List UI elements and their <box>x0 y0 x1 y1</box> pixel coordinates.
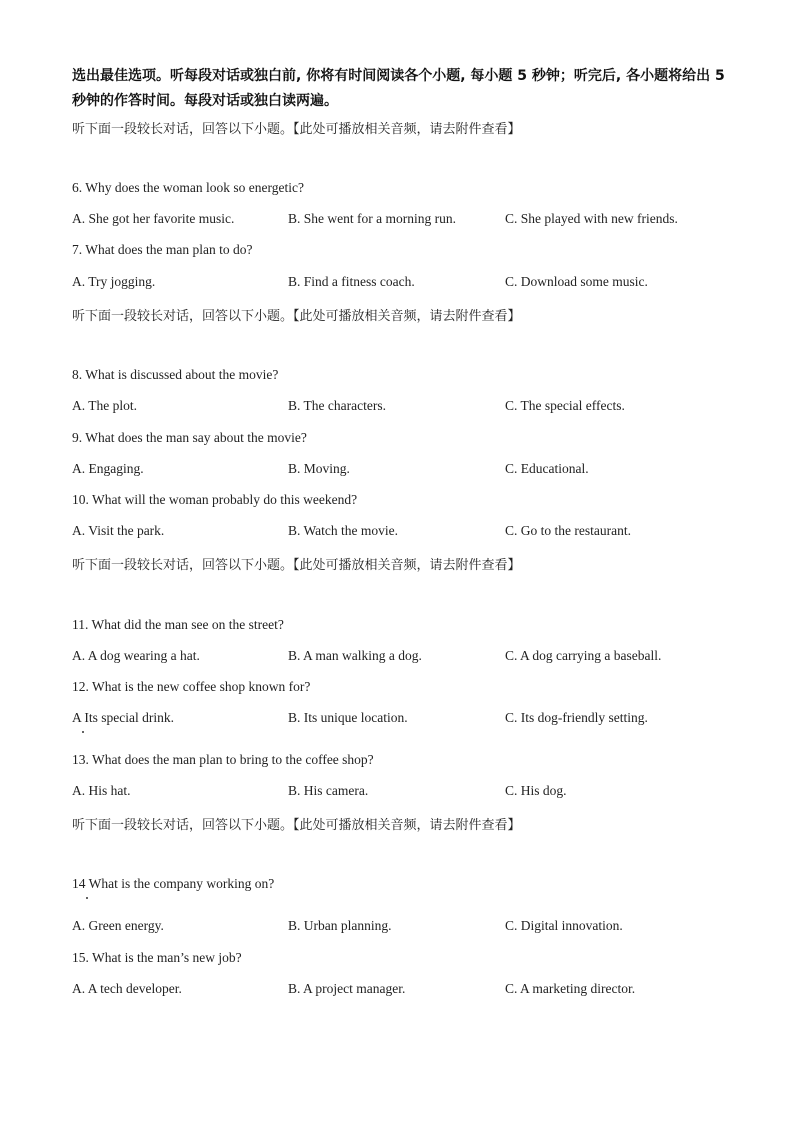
question-12: 12. What is the new coffee shop known for? <box>72 679 311 694</box>
q11-option-c[interactable]: C. A dog carrying a baseball. <box>505 648 662 663</box>
q8-option-c[interactable]: C. The special effects. <box>505 398 625 413</box>
q9-option-b[interactable]: B. Moving. <box>288 461 350 476</box>
q10-option-c[interactable]: C. Go to the restaurant. <box>505 523 631 538</box>
stray-dot <box>82 731 84 733</box>
q6-option-b[interactable]: B. She went for a morning run. <box>288 211 456 226</box>
q14-option-a[interactable]: A. Green energy. <box>72 918 164 933</box>
q8-option-a[interactable]: A. The plot. <box>72 398 137 413</box>
q15-option-c[interactable]: C. A marketing director. <box>505 981 636 996</box>
q13-option-b[interactable]: B. His camera. <box>288 783 369 798</box>
question-8: 8. What is discussed about the movie? <box>72 367 279 382</box>
question-13: 13. What does the man plan to bring to the coffee shop? <box>72 752 374 767</box>
question-14: 14 What is the company working on? <box>72 876 275 891</box>
q14-option-b[interactable]: B. Urban planning. <box>288 918 392 933</box>
q9-option-a[interactable]: A. Engaging. <box>72 461 144 476</box>
listening-prompt: 听下面一段较长对话，回答以下小题。【此处可播放相关音频，请去附件查看】 <box>72 122 521 137</box>
q9-option-c[interactable]: C. Educational. <box>505 461 589 476</box>
question-10: 10. What will the woman probably do this weekend? <box>72 492 358 507</box>
q6-option-c[interactable]: C. She played with new friends. <box>505 211 678 226</box>
question-9: 9. What does the man say about the movie? <box>72 430 307 445</box>
q11-option-b[interactable]: B. A man walking a dog. <box>288 648 422 663</box>
q6-option-a[interactable]: A. She got her favorite music. <box>72 211 235 226</box>
q12-option-c[interactable]: C. Its dog-friendly setting. <box>505 710 648 725</box>
question-11: 11. What did the man see on the street? <box>72 617 284 632</box>
q13-option-a[interactable]: A. His hat. <box>72 783 131 798</box>
stray-dot <box>86 897 88 899</box>
q7-option-a[interactable]: A. Try jogging. <box>72 274 156 289</box>
q7-option-b[interactable]: B. Find a fitness coach. <box>288 274 415 289</box>
question-15: 15. What is the man’s new job? <box>72 950 242 965</box>
question-6: 6. Why does the woman look so energetic? <box>72 180 304 195</box>
q12-option-b[interactable]: B. Its unique location. <box>288 710 408 725</box>
q14-option-c[interactable]: C. Digital innovation. <box>505 918 623 933</box>
q11-option-a[interactable]: A. A dog wearing a hat. <box>72 648 200 663</box>
q7-option-c[interactable]: C. Download some music. <box>505 274 648 289</box>
q8-option-b[interactable]: B. The characters. <box>288 398 386 413</box>
listening-prompt: 听下面一段较长对话，回答以下小题。【此处可播放相关音频，请去附件查看】 <box>72 558 521 573</box>
section-instructions: 选出最佳选项。听每段对话或独白前, 你将有时间阅读各个小题, 每小题 5 秒钟；听完后, 各小题将给出 5 秒钟的作答时间。每段对话或独白读两遍。 <box>72 68 725 109</box>
q15-option-b[interactable]: B. A project manager. <box>288 981 406 996</box>
listening-prompt: 听下面一段较长对话，回答以下小题。【此处可播放相关音频，请去附件查看】 <box>72 309 521 324</box>
q10-option-a[interactable]: A. Visit the park. <box>72 523 165 538</box>
q13-option-c[interactable]: C. His dog. <box>505 783 567 798</box>
listening-prompt: 听下面一段较长对话，回答以下小题。【此处可播放相关音频，请去附件查看】 <box>72 818 521 833</box>
q12-option-a[interactable]: A Its special drink. <box>72 710 174 725</box>
question-7: 7. What does the man plan to do? <box>72 242 253 257</box>
q10-option-b[interactable]: B. Watch the movie. <box>288 523 399 538</box>
q15-option-a[interactable]: A. A tech developer. <box>72 981 182 996</box>
